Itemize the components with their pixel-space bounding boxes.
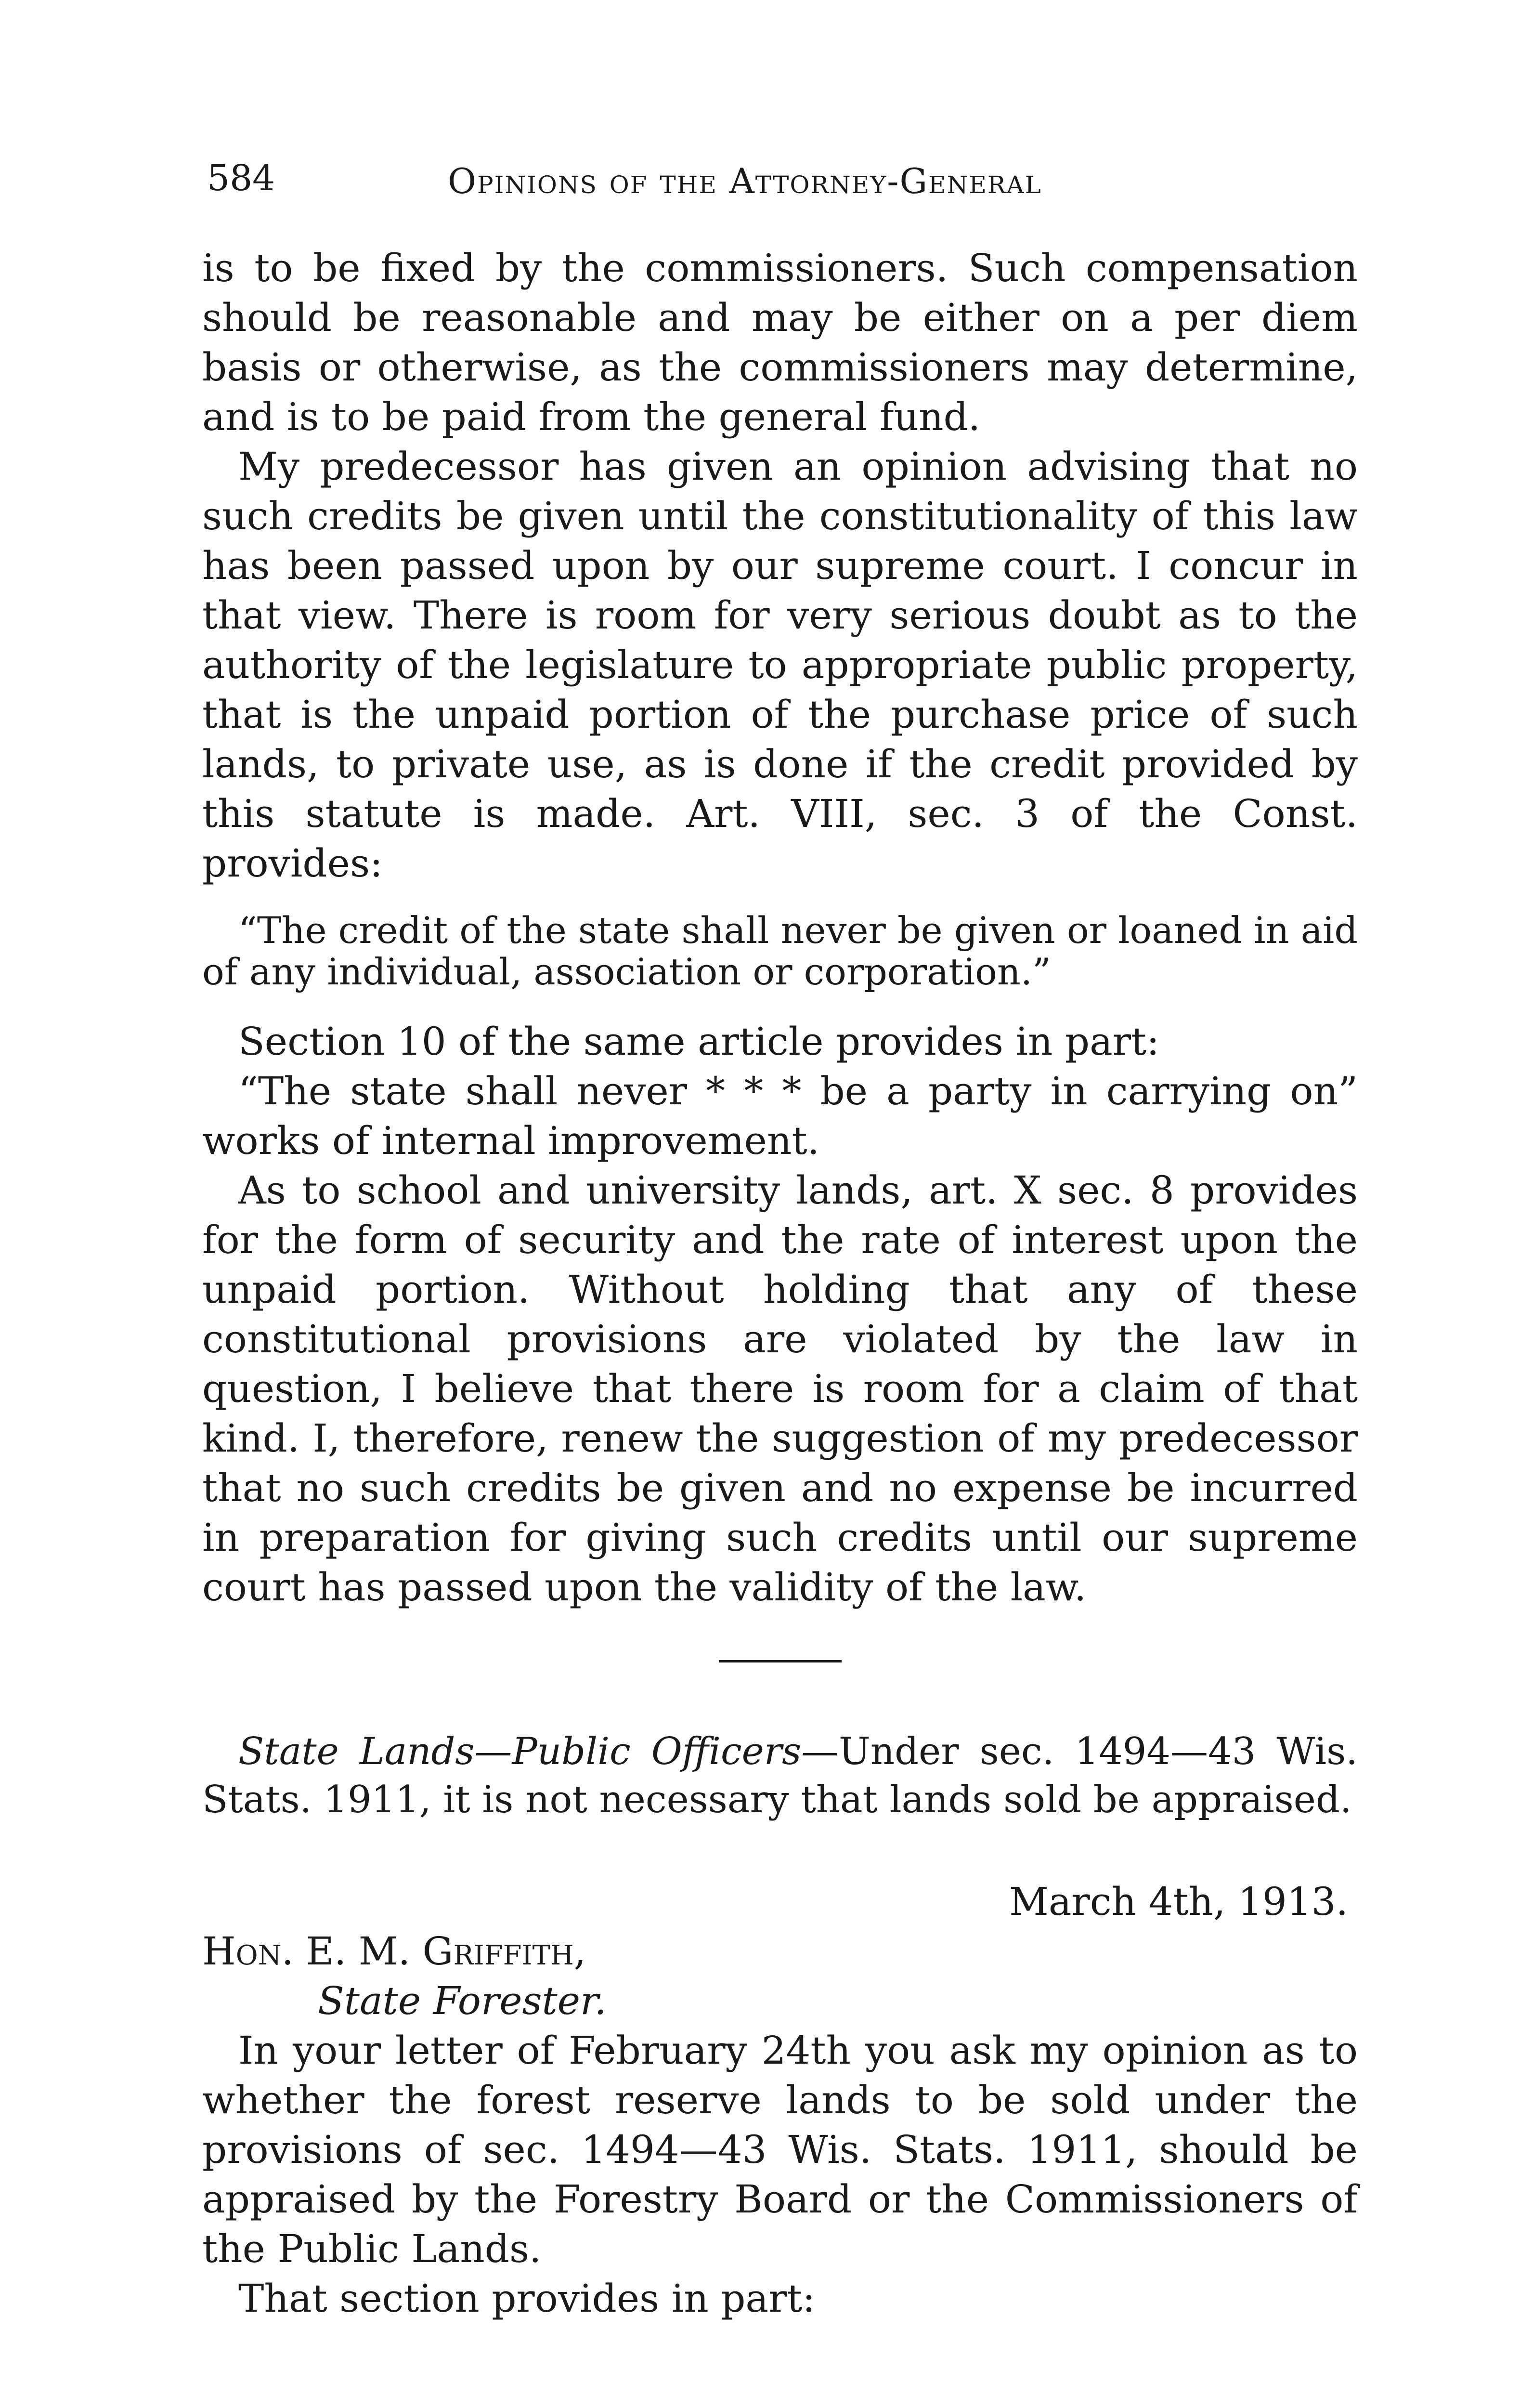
addressee-name: Hon. E. M. Griffith,: [202, 1929, 586, 1974]
quotation-internal-improvement: “The state shall never * * * be a party in carrying on” works of internal improvement.: [202, 1069, 1358, 1163]
opinion-date: March 4th, 1913.: [1009, 1879, 1348, 1924]
headnote-subject: State Lands—Public Officers—: [238, 1730, 839, 1773]
paragraph-section-provides: That section provides in part:: [238, 2276, 816, 2321]
page-number: 584: [207, 157, 275, 199]
paragraph-compensation: is to be fixed by the commissioners. Such compensation should be reasonable and may be either on a per diem basis or otherwise, as the commissioners may determine, and is to be paid from the general fund.: [202, 246, 1358, 439]
paragraph-section-10: Section 10 of the same article provides in part:: [238, 1019, 1160, 1064]
section-divider: [719, 1660, 842, 1662]
paragraph-letter-question: In your letter of February 24th you ask my opinion as to whether the forest reserve lands to be sold under the provisions of sec. 1494—43 Wis. Stats. 1911, should be appraised by the Forestry Board or the Commissioners of the Public Lands.: [202, 2028, 1358, 2271]
body-text: [202, 243, 1358, 2323]
quotation-credit-of-state: “The credit of the state shall never be given or loaned in aid of any individual, association or corporation.”: [202, 909, 1358, 993]
running-head: Opinions of the Attorney-General: [448, 161, 1042, 201]
paragraph-predecessor-opinion: My predecessor has given an opinion advising that no such credits be given until the constitutionality of this law has been passed upon by our supreme court. I concur in that view. There is room for very serious doubt as to the authority of the legislature to appropriate public property, that is the unpaid portion of the purchase price of such lands, to private use, as is done if the credit provided by this statute is made. Art. VIII, sec. 3 of the Const. provides:: [202, 444, 1358, 886]
headnote-summary: Under sec. 1494—43 Wis. Stats. 1911, it is not necessary that lands sold be appraised.: [202, 1730, 1358, 1821]
addressee-title: State Forester.: [318, 1978, 607, 2023]
page-header: [207, 154, 1363, 212]
opinion-headnote: [202, 1727, 1358, 1824]
paragraph-school-lands: As to school and university lands, art. X sec. 8 provides for the form of security and the rate of interest upon the unpaid portion. Without holding that any of these constitutional provisions are violated by the law in question, I believe that there is room for a claim of that kind. I, therefore, renew the suggestion of my predecessor that no such credits be given and no expense be incurred in preparation for giving such credits until our supreme court has passed upon the validity of the law.: [202, 1168, 1358, 1610]
